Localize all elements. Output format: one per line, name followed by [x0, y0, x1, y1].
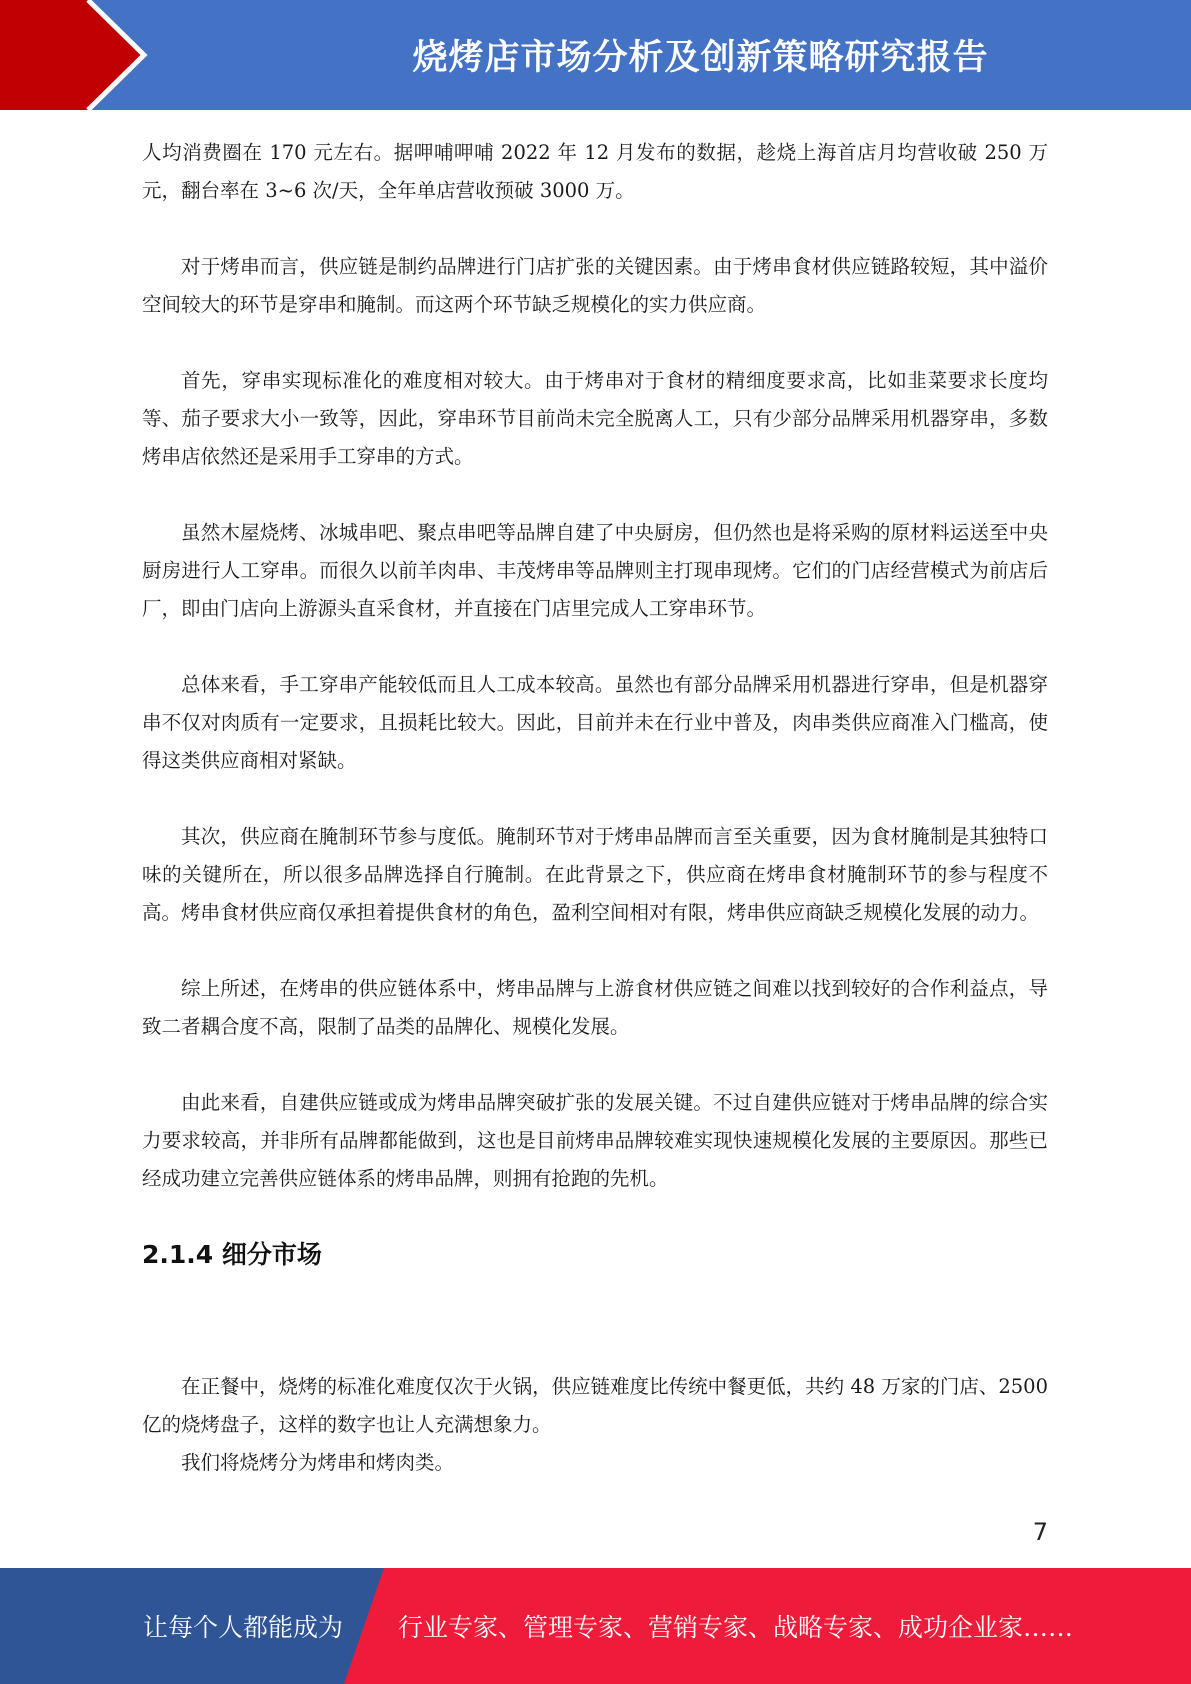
- footer-slogan-right: 行业专家、管理专家、营销专家、战略专家、成功企业家……: [398, 1613, 1074, 1642]
- paragraph-7: 综上所述，在烤串的供应链体系中，烤串品牌与上游食材供应链之间难以找到较好的合作利益点，导致二者耦合度不高，限制了品类的品牌化、规模化发展。: [142, 977, 1048, 1038]
- report-title: 烧烤店市场分析及创新策略研究报告: [412, 38, 989, 78]
- section-heading: 2.1.4 细分市场: [142, 1240, 322, 1269]
- section-paragraph-2: 我们将烧烤分为烤串和烤肉类。: [181, 1451, 455, 1474]
- paragraph-4: 虽然木屋烧烤、冰城串吧、聚点串吧等品牌自建了中央厨房，但仍然也是将采购的原材料运送至中央厨房进行人工穿串。而很久以前羊肉串、丰茂烤串等品牌则主打现串现烤。它们的门店经营模式为前店后厂，即由门店向上游源头直采食材，并直接在门店里完成人工穿串环节。: [142, 521, 1048, 620]
- paragraph-1: 人均消费圈在 170 元左右。据呷哺呷哺 2022 年 12 月发布的数据，趁烧上海首店月均营收破 250 万元，翻台率在 3~6 次/天，全年单店营收预破 3000 万。: [142, 141, 1048, 202]
- paragraph-6: 其次，供应商在腌制环节参与度低。腌制环节对于烤串品牌而言至关重要，因为食材腌制是其独特口味的关键所在，所以很多品牌选择自行腌制。在此背景之下，供应商在烤串食材腌制环节的参与程度不高。烤串食材供应商仅承担着提供食材的角色，盈利空间相对有限，烤串供应商缺乏规模化发展的动力。: [142, 825, 1048, 924]
- page-number: 7: [1032, 1518, 1048, 1546]
- paragraph-8: 由此来看，自建供应链或成为烤串品牌突破扩张的发展关键。不过自建供应链对于烤串品牌的综合实力要求较高，并非所有品牌都能做到，这也是目前烤串品牌较难实现快速规模化发展的主要原因。那些已经成功建立完善供应链体系的烤串品牌，则拥有抢跑的先机。: [142, 1091, 1048, 1190]
- header-red-arrow-decoration: [0, 0, 160, 110]
- paragraph-3: 首先，穿串实现标准化的难度相对较大。由于烤串对于食材的精细度要求高，比如韭菜要求长度均等、茄子要求大小一致等，因此，穿串环节目前尚未完全脱离人工，只有少部分品牌采用机器穿串，多数烤串店依然还是采用手工穿串的方式。: [142, 369, 1048, 468]
- section-paragraph-1: 在正餐中，烧烤的标准化难度仅次于火锅，供应链难度比传统中餐更低，共约 48 万家的门店、2500 亿的烧烤盘子，这样的数字也让人充满想象力。: [142, 1375, 1048, 1436]
- page-footer: [0, 1568, 1191, 1684]
- page-header: [0, 0, 1191, 110]
- paragraph-5: 总体来看，手工穿串产能较低而且人工成本较高。虽然也有部分品牌采用机器进行穿串，但是机器穿串不仅对肉质有一定要求，且损耗比较大。因此，目前并未在行业中普及，肉串类供应商准入门槛高，使得这类供应商相对紧缺。: [142, 673, 1048, 772]
- paragraph-2: 对于烤串而言，供应链是制约品牌进行门店扩张的关键因素。由于烤串食材供应链路较短，其中溢价空间较大的环节是穿串和腌制。而这两个环节缺乏规模化的实力供应商。: [142, 255, 1048, 316]
- section-spacer: [142, 1274, 1048, 1368]
- document-body: [142, 134, 1048, 1482]
- footer-slogan-left: 让每个人都能成为: [143, 1613, 344, 1642]
